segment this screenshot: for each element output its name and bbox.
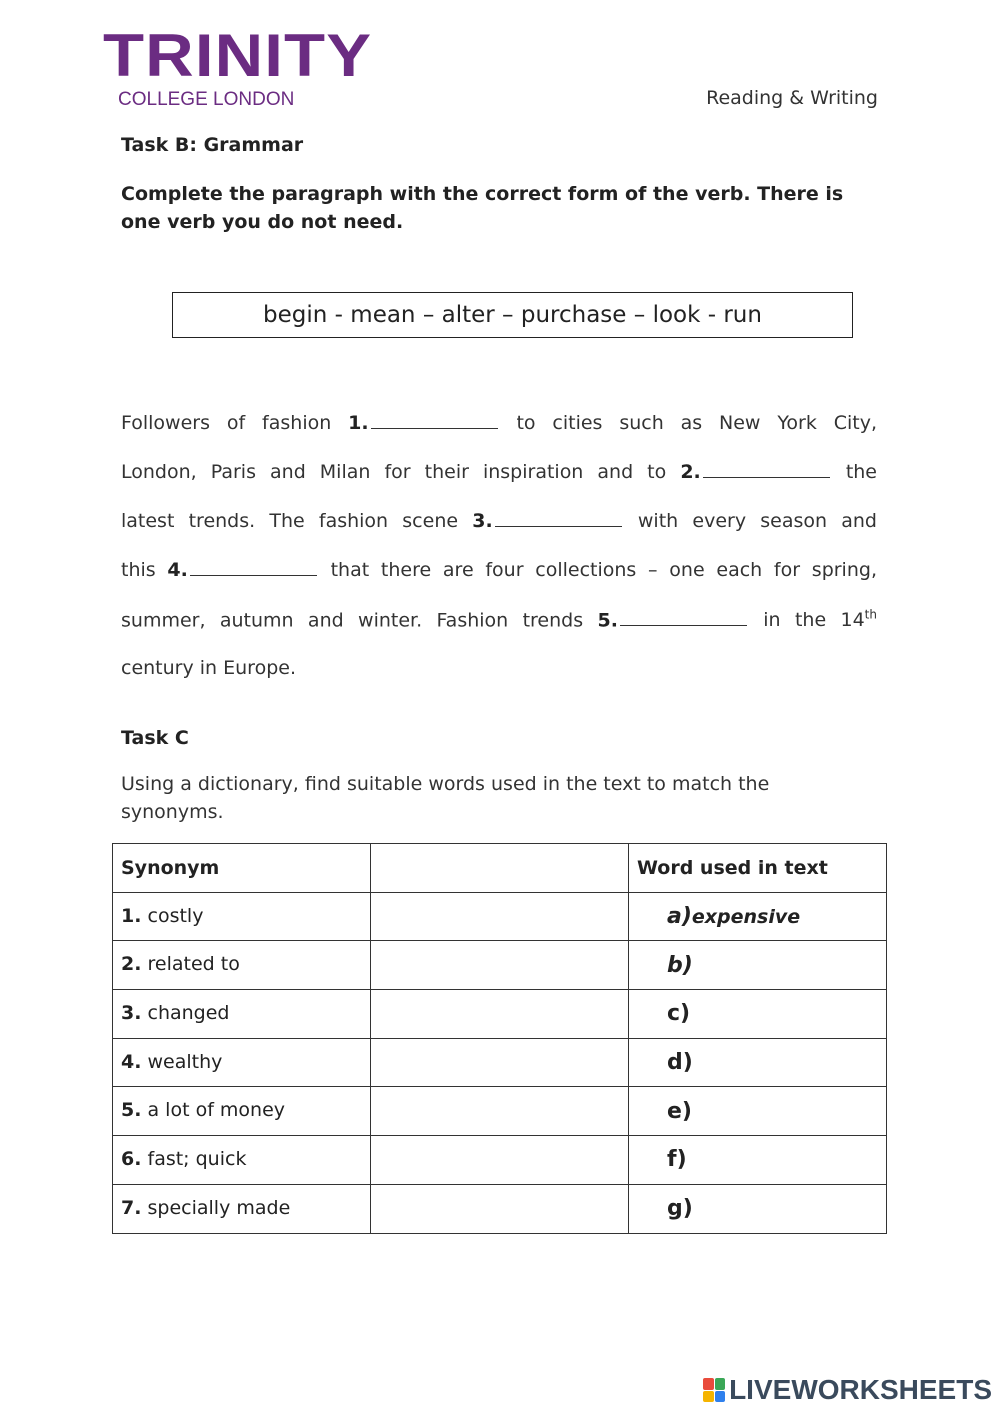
answer-cell[interactable] (629, 1136, 887, 1185)
synonym-cell (113, 892, 371, 941)
answer-letter: f) (667, 1147, 687, 1173)
table-row (113, 1038, 887, 1087)
trinity-logo-subtitle: COLLEGE LONDON (118, 89, 295, 110)
table-row (113, 1087, 887, 1136)
row-number: 6. (121, 1148, 142, 1171)
table-row (113, 892, 887, 941)
answer-letter: g) (667, 1196, 693, 1222)
text-span: to cities such as New York City, (516, 412, 877, 434)
header-blank (371, 844, 629, 893)
blank-number: 3. (472, 510, 493, 532)
text-span: Followers of fashion (121, 412, 332, 434)
liveworksheets-brand-text: LIVEWORKSHEETS (729, 1374, 992, 1405)
trinity-logo: TRINITY (103, 22, 373, 89)
text-span: in the 14 (763, 609, 865, 632)
synonym-cell (113, 1184, 371, 1233)
row-number: 4. (121, 1050, 142, 1073)
text-span: latest trends. The fashion scene (121, 510, 459, 532)
empty-cell (371, 1087, 629, 1136)
synonym-cell (113, 990, 371, 1039)
synonym-word: related to (147, 953, 240, 976)
text-span: that there are four collections – one each for spring, (330, 559, 877, 581)
row-number: 2. (121, 953, 142, 976)
task-b-title: Task B: Grammar (121, 134, 304, 156)
paragraph-line-6: century in Europe. (121, 657, 296, 679)
answer-cell[interactable] (629, 941, 887, 990)
row-number: 3. (121, 1002, 142, 1025)
empty-cell (371, 990, 629, 1039)
text-span: summer, autumn and winter. Fashion trends (121, 609, 584, 632)
header-synonym: Synonym (113, 844, 371, 893)
row-number: 7. (121, 1196, 142, 1219)
text-span: with every season and (637, 510, 877, 532)
answer-letter: a) (667, 904, 692, 930)
synonym-table (112, 843, 887, 1234)
section-label: Reading & Writing (706, 87, 878, 109)
synonym-word: specially made (147, 1196, 291, 1219)
synonym-word: a lot of money (147, 1099, 286, 1122)
answer-cell[interactable] (629, 1184, 887, 1233)
answer-cell[interactable] (629, 1038, 887, 1087)
paragraph-line-3 (121, 510, 877, 532)
answer-blank-2[interactable] (703, 461, 830, 478)
paragraph-line-5 (121, 608, 877, 631)
liveworksheets-logo[interactable] (703, 1374, 992, 1406)
empty-cell (371, 1184, 629, 1233)
task-c-intro: Using a dictionary, find suitable words used in the text to match the synonyms. (121, 773, 770, 823)
blank-number: 1. (348, 412, 369, 434)
synonym-cell (113, 1087, 371, 1136)
answer-letter: b) (667, 952, 693, 978)
header-word-used: Word used in text (629, 844, 887, 893)
text-span: this (121, 559, 156, 581)
paragraph-line-4 (121, 559, 877, 581)
table-row (113, 990, 887, 1039)
answer-blank-4[interactable] (190, 559, 317, 576)
blank-number: 2. (680, 461, 701, 483)
synonym-cell (113, 941, 371, 990)
task-c-title: Task C (121, 727, 189, 749)
synonym-word: fast; quick (147, 1148, 247, 1171)
text-span: the (845, 461, 877, 483)
paragraph-line-1 (121, 412, 877, 434)
synonym-word: costly (147, 904, 204, 927)
text-span: London, Paris and Milan for their inspiration and to (121, 461, 667, 483)
paragraph-line-2 (121, 461, 877, 483)
answer-blank-1[interactable] (371, 412, 498, 429)
empty-cell (371, 1136, 629, 1185)
answer-cell[interactable] (629, 990, 887, 1039)
synonym-cell (113, 1136, 371, 1185)
verb-box: begin - mean – alter – purchase – look - run (172, 292, 853, 338)
answer-blank-5[interactable] (620, 609, 747, 626)
empty-cell (371, 941, 629, 990)
answer-cell[interactable] (629, 892, 887, 941)
synonym-word: changed (147, 1002, 230, 1025)
answer-cell[interactable] (629, 1087, 887, 1136)
task-b-instruction: Complete the paragraph with the correct form of the verb. There is one verb you do not need. (121, 183, 844, 233)
blank-number: 4. (167, 559, 188, 581)
answer-blank-3[interactable] (495, 510, 622, 527)
empty-cell (371, 892, 629, 941)
answer-letter: d) (667, 1050, 693, 1076)
answer-letter: e) (667, 1098, 692, 1124)
answer-text[interactable]: expensive (691, 906, 801, 929)
liveworksheets-icon (703, 1378, 725, 1402)
row-number: 5. (121, 1099, 142, 1122)
synonym-word: wealthy (147, 1050, 223, 1073)
table-header-row (113, 844, 887, 893)
row-number: 1. (121, 904, 142, 927)
empty-cell (371, 1038, 629, 1087)
blank-number: 5. (597, 609, 618, 632)
synonym-cell (113, 1038, 371, 1087)
table-row (113, 1136, 887, 1185)
superscript: th (864, 608, 877, 622)
table-row (113, 1184, 887, 1233)
table-row (113, 941, 887, 990)
answer-letter: c) (667, 1001, 691, 1027)
